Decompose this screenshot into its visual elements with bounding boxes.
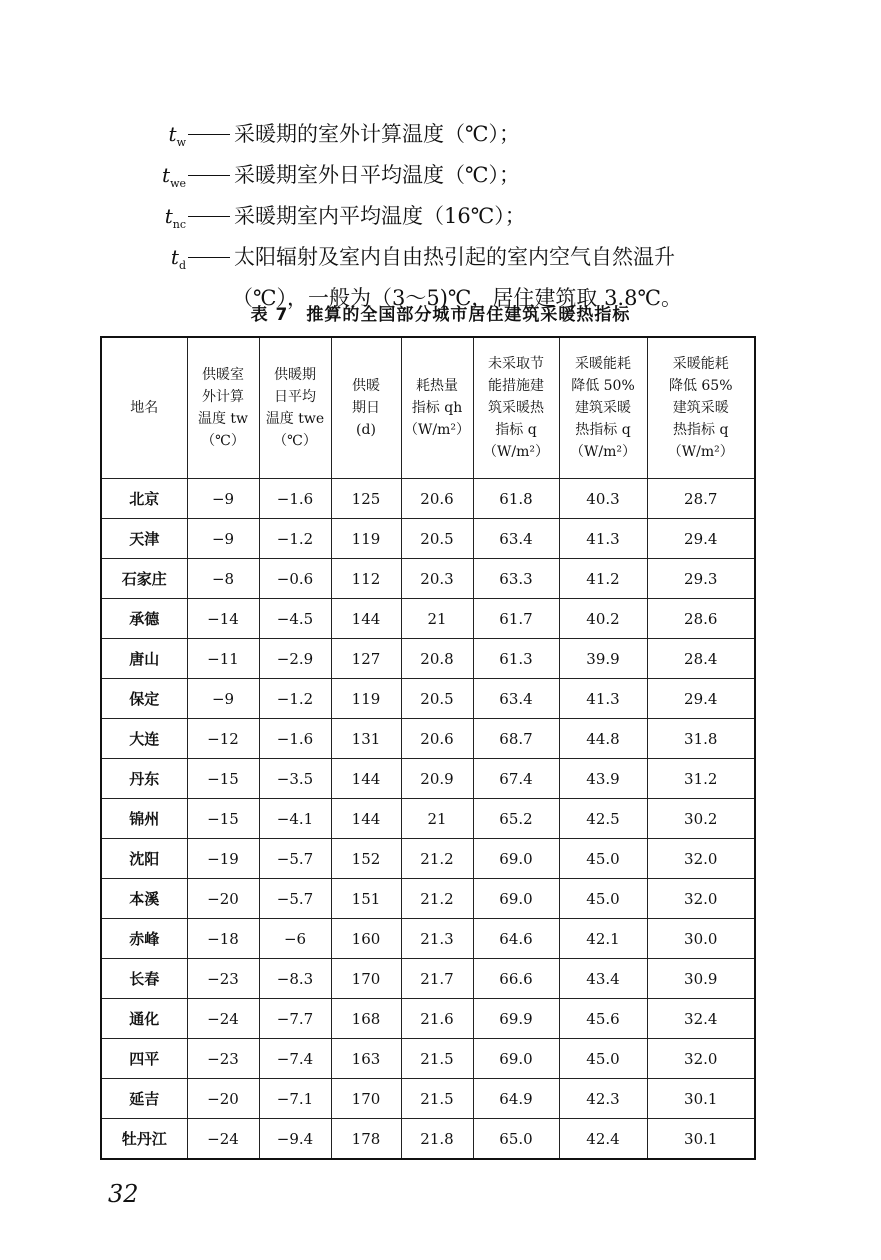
value-cell: 30.1 — [647, 1119, 755, 1160]
city-cell: 保定 — [101, 679, 187, 719]
value-cell: 67.4 — [473, 759, 559, 799]
value-cell: 45.6 — [559, 999, 647, 1039]
definition-twe — [150, 159, 790, 200]
value-cell: 30.9 — [647, 959, 755, 999]
value-cell: −1.6 — [259, 719, 331, 759]
value-cell: −1.2 — [259, 519, 331, 559]
heating-index-table — [100, 336, 756, 1160]
table-row — [101, 479, 755, 519]
value-cell: 61.7 — [473, 599, 559, 639]
city-cell: 延吉 — [101, 1079, 187, 1119]
header-line: 日平均 — [274, 389, 316, 405]
value-cell: −20 — [187, 1079, 259, 1119]
value-cell: 31.8 — [647, 719, 755, 759]
value-cell: 127 — [331, 639, 401, 679]
value-cell: 69.0 — [473, 839, 559, 879]
page-number: 32 — [108, 1180, 139, 1208]
table-row — [101, 959, 755, 999]
value-cell: 42.4 — [559, 1119, 647, 1160]
value-cell: 178 — [331, 1119, 401, 1160]
symbol: $t_d$ — [170, 245, 186, 272]
value-cell: 69.0 — [473, 1039, 559, 1079]
table-body — [101, 479, 755, 1160]
value-cell: −8.3 — [259, 959, 331, 999]
header-line: (d) — [356, 422, 376, 438]
header-line: 供暖 — [352, 378, 380, 394]
definition-tnc — [150, 200, 790, 241]
header-line: 建筑采暖 — [672, 400, 729, 416]
value-cell: −23 — [187, 1039, 259, 1079]
table-row — [101, 839, 755, 879]
table-row — [101, 759, 755, 799]
value-cell: 32.0 — [647, 839, 755, 879]
value-cell: 21.5 — [401, 1079, 473, 1119]
value-cell: 20.5 — [401, 519, 473, 559]
value-cell: 41.3 — [559, 679, 647, 719]
column-header — [331, 337, 401, 479]
definition-text: 采暖期的室外计算温度（℃）； — [234, 122, 520, 146]
city-cell: 锦州 — [101, 799, 187, 839]
definition-tw — [150, 118, 790, 159]
column-header — [401, 337, 473, 479]
definition-td — [150, 241, 790, 282]
header-line: （℃） — [201, 433, 245, 449]
value-cell: −2.9 — [259, 639, 331, 679]
value-cell: 20.6 — [401, 479, 473, 519]
header-line: 降低 65% — [668, 378, 733, 394]
header-line: （W/m²） — [483, 444, 549, 460]
city-cell: 北京 — [101, 479, 187, 519]
table-row — [101, 1119, 755, 1160]
value-cell: −18 — [187, 919, 259, 959]
table-row — [101, 559, 755, 599]
value-cell: −24 — [187, 1119, 259, 1160]
value-cell: 21.2 — [401, 839, 473, 879]
header-line: （W/m²） — [667, 444, 734, 460]
value-cell: 64.6 — [473, 919, 559, 959]
value-cell: 21.3 — [401, 919, 473, 959]
city-cell: 牡丹江 — [101, 1119, 187, 1160]
value-cell: 28.4 — [647, 639, 755, 679]
value-cell: 41.2 — [559, 559, 647, 599]
value-cell: 125 — [331, 479, 401, 519]
header-line: 温度 twe — [265, 411, 325, 427]
value-cell: 151 — [331, 879, 401, 919]
city-cell: 长春 — [101, 959, 187, 999]
value-cell: 119 — [331, 679, 401, 719]
value-cell: 63.4 — [473, 519, 559, 559]
city-cell: 本溪 — [101, 879, 187, 919]
definition-text: 采暖期室内平均温度（16℃）； — [234, 204, 526, 228]
header-line: 指标 q — [495, 422, 537, 438]
value-cell: −9 — [187, 479, 259, 519]
definition-continuation: （℃），一般为（3～5)℃，居住建筑取 3.8℃。 — [232, 286, 682, 310]
value-cell: −20 — [187, 879, 259, 919]
value-cell: −9 — [187, 679, 259, 719]
value-cell: 131 — [331, 719, 401, 759]
table-row — [101, 519, 755, 559]
table-row — [101, 1079, 755, 1119]
value-cell: −23 — [187, 959, 259, 999]
value-cell: 29.3 — [647, 559, 755, 599]
value-cell: −4.5 — [259, 599, 331, 639]
value-cell: −3.5 — [259, 759, 331, 799]
city-cell: 丹东 — [101, 759, 187, 799]
city-cell: 沈阳 — [101, 839, 187, 879]
definition-text: 太阳辐射及室内自由热引起的室内空气自然温升 — [234, 245, 675, 269]
city-cell: 唐山 — [101, 639, 187, 679]
symbol: $t_{we}$ — [162, 163, 186, 190]
value-cell: 144 — [331, 599, 401, 639]
value-cell: 63.3 — [473, 559, 559, 599]
header-line: 供暖期 — [274, 367, 316, 383]
value-cell: 163 — [331, 1039, 401, 1079]
value-cell: 29.4 — [647, 679, 755, 719]
column-header — [101, 337, 187, 479]
value-cell: 28.6 — [647, 599, 755, 639]
symbol: $t_w$ — [168, 122, 186, 149]
value-cell: 40.3 — [559, 479, 647, 519]
value-cell: 30.2 — [647, 799, 755, 839]
value-cell: 30.0 — [647, 919, 755, 959]
value-cell: 21.5 — [401, 1039, 473, 1079]
value-cell: 170 — [331, 1079, 401, 1119]
value-cell: 42.1 — [559, 919, 647, 959]
header-line: （℃） — [273, 433, 317, 449]
value-cell: −24 — [187, 999, 259, 1039]
value-cell: 39.9 — [559, 639, 647, 679]
column-header — [187, 337, 259, 479]
header-line: 筑采暖热 — [488, 400, 544, 416]
value-cell: −15 — [187, 799, 259, 839]
value-cell: 29.4 — [647, 519, 755, 559]
value-cell: −7.4 — [259, 1039, 331, 1079]
value-cell: −15 — [187, 759, 259, 799]
value-cell: 170 — [331, 959, 401, 999]
column-header — [647, 337, 755, 479]
table-number: 表 7 — [250, 305, 289, 325]
header-line: 采暖能耗 — [672, 356, 729, 372]
value-cell: 65.2 — [473, 799, 559, 839]
value-cell: 42.5 — [559, 799, 647, 839]
value-cell: 21.7 — [401, 959, 473, 999]
value-cell: 20.8 — [401, 639, 473, 679]
value-cell: 32.0 — [647, 879, 755, 919]
header-line: 指标 qh — [411, 400, 463, 416]
value-cell: −12 — [187, 719, 259, 759]
value-cell: 45.0 — [559, 879, 647, 919]
value-cell: 68.7 — [473, 719, 559, 759]
city-cell: 赤峰 — [101, 919, 187, 959]
value-cell: 119 — [331, 519, 401, 559]
value-cell: 20.3 — [401, 559, 473, 599]
value-cell: 66.6 — [473, 959, 559, 999]
em-dash — [188, 216, 230, 217]
value-cell: −6 — [259, 919, 331, 959]
value-cell: 160 — [331, 919, 401, 959]
table-row — [101, 1039, 755, 1079]
header-line: （W/m²） — [570, 444, 636, 460]
value-cell: −4.1 — [259, 799, 331, 839]
value-cell: −1.2 — [259, 679, 331, 719]
value-cell: −5.7 — [259, 879, 331, 919]
table-row — [101, 799, 755, 839]
column-header — [559, 337, 647, 479]
table-row — [101, 679, 755, 719]
value-cell: 144 — [331, 759, 401, 799]
value-cell: −14 — [187, 599, 259, 639]
symbol: $t_{nc}$ — [164, 204, 186, 231]
value-cell: 61.8 — [473, 479, 559, 519]
value-cell: 21 — [401, 599, 473, 639]
city-cell: 四平 — [101, 1039, 187, 1079]
value-cell: 168 — [331, 999, 401, 1039]
table-row — [101, 639, 755, 679]
value-cell: 20.5 — [401, 679, 473, 719]
city-cell: 承德 — [101, 599, 187, 639]
value-cell: 32.0 — [647, 1039, 755, 1079]
table-row — [101, 999, 755, 1039]
header-line: 地名 — [130, 400, 159, 416]
definition-text: 采暖期室外日平均温度（℃）； — [234, 163, 520, 187]
city-cell: 通化 — [101, 999, 187, 1039]
city-cell: 大连 — [101, 719, 187, 759]
em-dash — [188, 257, 230, 258]
value-cell: 144 — [331, 799, 401, 839]
value-cell: 69.9 — [473, 999, 559, 1039]
table-row — [101, 919, 755, 959]
value-cell: −1.6 — [259, 479, 331, 519]
table-header-row — [101, 337, 755, 479]
value-cell: 112 — [331, 559, 401, 599]
value-cell: −9.4 — [259, 1119, 331, 1160]
column-header — [473, 337, 559, 479]
value-cell: 40.2 — [559, 599, 647, 639]
variable-definitions — [150, 118, 790, 315]
header-line: 耗热量 — [416, 378, 458, 394]
header-line: 期日 — [352, 400, 380, 416]
value-cell: −7.7 — [259, 999, 331, 1039]
value-cell: −19 — [187, 839, 259, 879]
value-cell: 28.7 — [647, 479, 755, 519]
value-cell: 21.6 — [401, 999, 473, 1039]
value-cell: 43.4 — [559, 959, 647, 999]
header-line: 温度 tw — [197, 411, 249, 427]
header-line: 热指标 q — [575, 422, 631, 438]
table-row — [101, 879, 755, 919]
value-cell: 20.6 — [401, 719, 473, 759]
value-cell: 30.1 — [647, 1079, 755, 1119]
value-cell: 21 — [401, 799, 473, 839]
value-cell: −9 — [187, 519, 259, 559]
value-cell: 43.9 — [559, 759, 647, 799]
value-cell: 42.3 — [559, 1079, 647, 1119]
value-cell: −5.7 — [259, 839, 331, 879]
table-caption — [0, 300, 881, 325]
header-line: 采暖能耗 — [575, 356, 631, 372]
em-dash — [188, 134, 230, 135]
header-line: 热指标 q — [673, 422, 729, 438]
value-cell: 20.9 — [401, 759, 473, 799]
value-cell: 41.3 — [559, 519, 647, 559]
value-cell: 65.0 — [473, 1119, 559, 1160]
header-line: 外计算 — [202, 389, 244, 405]
value-cell: −8 — [187, 559, 259, 599]
value-cell: 69.0 — [473, 879, 559, 919]
header-line: 能措施建 — [488, 378, 544, 394]
value-cell: 21.2 — [401, 879, 473, 919]
value-cell: −0.6 — [259, 559, 331, 599]
em-dash — [188, 175, 230, 176]
value-cell: 45.0 — [559, 1039, 647, 1079]
value-cell: 61.3 — [473, 639, 559, 679]
header-line: 建筑采暖 — [575, 400, 631, 416]
value-cell: 152 — [331, 839, 401, 879]
value-cell: 63.4 — [473, 679, 559, 719]
value-cell: −11 — [187, 639, 259, 679]
value-cell: 64.9 — [473, 1079, 559, 1119]
table-title: 推算的全国部分城市居住建筑采暖热指标 — [306, 305, 631, 325]
city-cell: 石家庄 — [101, 559, 187, 599]
value-cell: 32.4 — [647, 999, 755, 1039]
value-cell: −7.1 — [259, 1079, 331, 1119]
value-cell: 31.2 — [647, 759, 755, 799]
city-cell: 天津 — [101, 519, 187, 559]
value-cell: 21.8 — [401, 1119, 473, 1160]
column-header — [259, 337, 331, 479]
header-line: （W/m²） — [404, 422, 470, 438]
table-row — [101, 719, 755, 759]
header-line: 供暖室 — [202, 367, 244, 383]
header-line: 未采取节 — [488, 356, 544, 372]
value-cell: 44.8 — [559, 719, 647, 759]
table-row — [101, 599, 755, 639]
header-line: 降低 50% — [571, 378, 635, 394]
value-cell: 45.0 — [559, 839, 647, 879]
